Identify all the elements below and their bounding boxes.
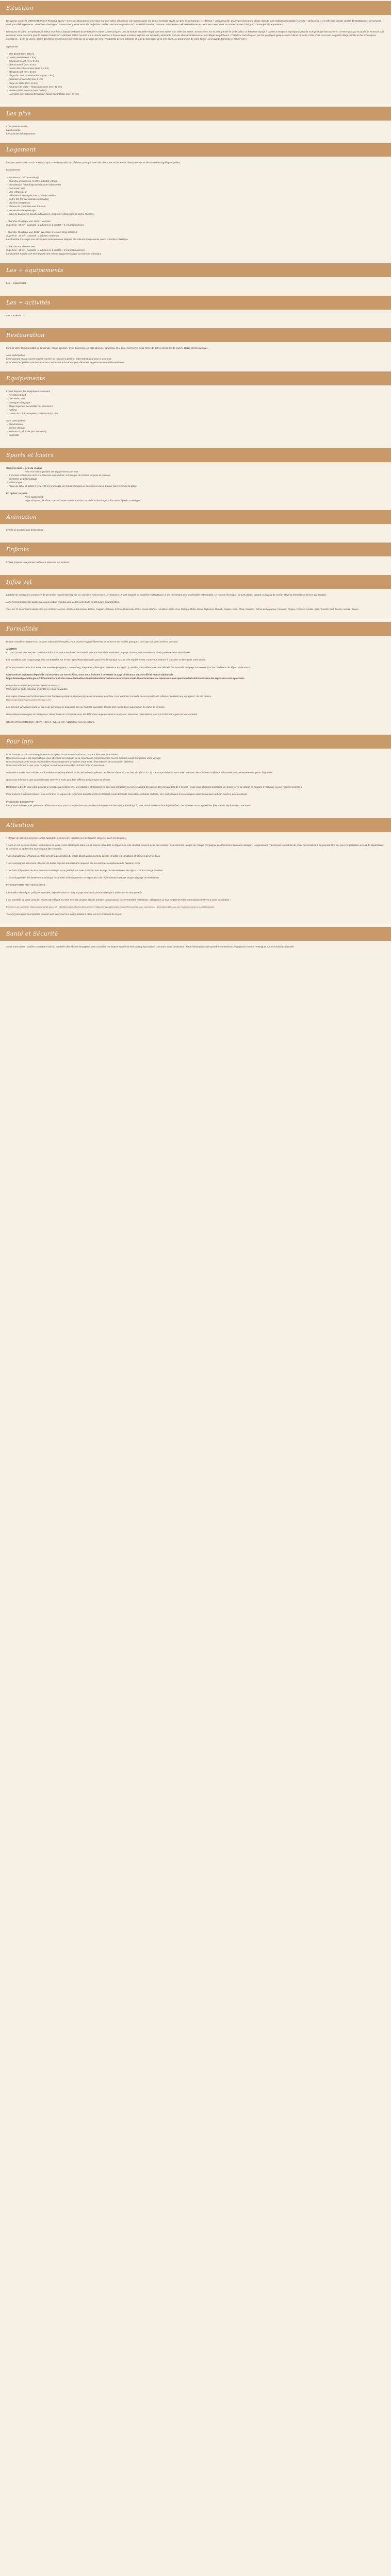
paragraph: * Les changements d'horaires se font lors de la proposition du vol de départ au moment du départ, et selon les conditions et horaires des vols fixés. xyxy=(6,855,161,858)
paragraph: Les mineurs voyageant seuls ou avec une personne ne disposant pas de l'autorité parentale doivent être munis d'une autorisation de sortie de territoire. xyxy=(6,706,166,709)
section-header-plus xyxy=(0,107,391,121)
paragraph: La Bulle de Voyage est composée de 19 ancien modèle Boeing 717 ou 4 anciens Airbus A319 1 et Boeing 717 sont équipés de modèles Profan Boyce, il est nécessaire pour confortable et facilitable. Le modèle électrique, de 125 places, garanti un niveau de confort élevé (2 fauteuils seulement par rangée). xyxy=(6,593,327,596)
section-formalites xyxy=(0,636,391,735)
section-animation xyxy=(0,524,391,543)
list-item: - Star Beach (env. 800 m) xyxy=(7,52,385,56)
list-item: - Plage de Stalis (env. 10 km) xyxy=(7,81,385,85)
paragraph: Voici les 74 destinations desservies par Volotea: Ajaccio, Athènes, Barcelone, Bilbao, Cagliari, Catania, Corfou, Dubrovnik, Paris, Greek Islands, Héraklion, Ibiza, Kos, Malaga, Malte, Milan, Mykonos, Munich, Naples, Nice, Olbia, Palermo, Palma de Majorque, Paronas, Prague, Rhodes, Sevilla, Split, Tenerife Sud, Trieste, Venise, Zante... xyxy=(6,607,360,611)
paragraph: Le restaurant snack, ouvert toute la journée au bord de la piscine, est l'endroit idéal pour le déjeuner. xyxy=(6,358,112,361)
room-line: La Chambre Classique vue Jardin avec bain à remous dispose des mêmes équipements que la Chambre Classique. xyxy=(6,238,128,241)
list-item: - Coffre-fort (format ordinateur portable) xyxy=(7,197,385,201)
section-title: Attention xyxy=(6,821,34,828)
paragraph: Avec l'incorporation des quatre nouveaux Airbus, Volotea aura des les vols flotte de 23 avions courant 2016. xyxy=(6,600,120,603)
section-enfants xyxy=(0,556,391,575)
list-item: - Cartes de crédit acceptées : Mastercard & Visa xyxy=(7,412,385,415)
paragraph: Ressortissants français (adultes, bébés et enfants) : xyxy=(6,684,61,687)
paragraph: Equipements : xyxy=(6,168,22,172)
list-item: - Machine à Expresso xyxy=(7,201,385,205)
paragraph: Les photos utilisées pour présenter l'hôtel peuvent ne pas correspondre aux chambres réservées. Le descriptif a été rédigé à partir des documents fournis par l'hôtel ; des différences sont possibles (décoration, équipements, services). xyxy=(6,804,251,807)
paragraph: * Mesure de sécurité aérienne sur les bagages: mesures de restriction sur les liquides contenus dans les bagages. xyxy=(6,836,126,839)
section-header-infos-vol xyxy=(0,575,391,589)
room-line: La Chambre Famille vue Mer dispose des mêmes équipements que la Chambre Classique. xyxy=(6,252,102,256)
text-line: L'hospitalité crétoise xyxy=(6,125,28,128)
section-header-formalites xyxy=(0,622,391,636)
list-item: - Musée Palais Knossos (env. 20 km) xyxy=(7,89,385,92)
text-line: La nouveauté xyxy=(6,129,21,132)
list-item: - Stalida Beach (env. 3 km) xyxy=(7,70,385,74)
list-item: - Étage supérieur accessible par ascenseur xyxy=(7,404,385,408)
paragraph: Les + équipements xyxy=(6,281,26,284)
section-restauration xyxy=(0,342,391,371)
list-item: - Serviettes de piscine/plage xyxy=(7,477,385,481)
section-title: Formalités xyxy=(6,625,38,633)
section-header-activites-plus xyxy=(0,296,391,310)
link-text[interactable]: Ministère de la Santé: https://www.sante.gouv.fr/ - Ministère des Affaires Etrangères : https://www.diplomatie.gouv.fr/fr/conseils-aux-voyageurs/ - Direction générale de l'aviation civile et des transports. xyxy=(6,905,215,908)
room-line: - Chambre Classique vue Jardin avec bain à remous privé extérieur xyxy=(6,230,77,233)
paragraph: * L'homologation et le classement touristique des modes d'hébergement correspondent à la réglementation ou aux usages du pays de destination. xyxy=(6,876,160,879)
paragraph: Pour anciens à mobilité réduite : suite à l'entrée en vigueur du règlement européen (CE) 1107/2006, toute demande d'assistance (chaise roulante, etc.) doit parvenir à la compagnie aérienne au plus tard 48h avant le date de départ. xyxy=(6,793,248,796)
section-equipements xyxy=(0,385,391,448)
list-item: - Superette xyxy=(7,433,385,437)
included-list xyxy=(6,473,385,488)
list-item: - Climatisation / chauffage (commande individuelle) xyxy=(7,183,385,187)
list-item: - Aquarium Aquaworld (env. 2 km) xyxy=(7,77,385,81)
section-title: Les + équipements xyxy=(6,266,63,274)
paragraph: Pour vos loisirs, profitez des équipements suivants : xyxy=(25,470,79,473)
paragraph: L'hôtel propose une piscine extérieure réservée aux enfants. xyxy=(6,561,70,564)
section-title: Equipements xyxy=(6,375,45,382)
paragraph: Ressortissants étrangers et binationaux: doivent être en conformité avec les différentes réglementations en vigueur, selon leur nationalité et devront s'informer auprès de leur consulat. xyxy=(6,713,198,716)
link-text[interactable]: Diplomatie(https://www.diplomatie.gouv.fr/). xyxy=(6,699,52,702)
list-item: - Aquarium de Crète - Thalassocosmos (env. 12 km) xyxy=(7,85,385,89)
paragraph: * Les compagnies aériennes utilisées ont toutes reçu les autorisations requises par les autorités compétentes de l'aviation civile. xyxy=(6,862,141,865)
paragraph: Bienvenue au KING MINOS RETREAT Resort & Spa 5* ! Ce resort étonnamment se situe sur une colline offrant une vue spectaculaire sur la mer Crétoise et allie un style contemporain, le « Resort » vous accueille, pour votre plus grand plaisir, dans la pure tradition d'hospitalité crétoise « philoxenia » et il offre une grande variété d'installations et de services ainsi que d'hébergements : chambres classiques, suites et bungalows entourés de jardins. Profitez de tous les plaisirs de l'hospitalité crétoise, savourez des saveurs méditerranéennes et découvrez avec vous sur le mer et vivez l'été grec comme jamais auparavant. xyxy=(6,20,381,26)
section-plus xyxy=(0,121,391,143)
paragraph: Lors de votre séjour, profitez de la formule «Demi-pension» (hors boissons). Le petit-déjeuner américain et le dîner sont servis sous forme de buffet composés de cuisine locale et internationale. xyxy=(6,346,209,349)
paragraph: Les règles relatives au fonctionnement des frontières propres à chaque pays étant amenées à évoluer, il est vivement conseillé de se reporter à la rubrique "conseils aux voyageurs" du site France xyxy=(6,695,211,698)
list-item: - Plateau de courtoisie avec thé/café xyxy=(7,205,385,208)
section-title: Animation xyxy=(6,513,37,520)
section-header-pour-info xyxy=(0,735,391,749)
section-title: Restauration xyxy=(6,331,45,338)
paragraph: Réattention au vol avec escale : conformément aux dispositions de la Directive européenne des heures d'attente pour l'escale (de 1h à 4 h). Ce temps d'attente entre vols dure avec les vols. Les conditions et horaires vont nécessairement pour chaque vol. xyxy=(6,771,273,774)
paragraph: L'hôtel dispose des équipements suivants : xyxy=(6,390,52,393)
section-title: Infos vol xyxy=(6,578,32,585)
section-header-equipements xyxy=(0,371,391,385)
room-line: Superficie : 25 m² - Capacité : 2 adultes maximum xyxy=(6,234,59,238)
room-line: Superficie : 38 m² - Capacité : 4 adultes ou 2 adultes + 2 enfants maximum xyxy=(6,249,85,252)
paragraph: Pour les ressortissants d'un autre Etat membre (Belgique, Luxembourg, Pays-Bas, Allemagne, Suisse ou Espagne...), veuillez vous référer aux sites officiels des autorités des pays concernés pour les conditions de départ et de retour. xyxy=(6,666,251,669)
paragraph: Espace Spa et bien-être : sauna, bassin intérieur, soins corporels et de visage, soins mains / pieds, massages. xyxy=(25,499,141,502)
list-item: - Salle de bains avec douche à l'italienne, peignoir et chaussons et sèche-cheveux. xyxy=(7,212,385,216)
paragraph: Les modalités pour chaque pays sont consultables sur le site https://www.diplomatie.gouv.fr/ (à la rubrique Accueil très régulièrement, nous vous invitons à consulter ce lien avant votre départ. xyxy=(6,658,206,662)
list-item: - Blanchisserie xyxy=(7,422,385,426)
list-item: - Plage de sable et galets à (env. 100 m) aménagée de chaises longues et parasols à vous à trouver pour rejoindre la plage xyxy=(7,484,385,488)
section-header-restauration xyxy=(0,328,391,342)
section-title: Santé et Sécurité xyxy=(6,930,58,937)
paragraph: Dans tous les cas, il est impératif que vous attendiez la réception de la convocation comprenant les heures définitifs avant d'organiser votre voyage. xyxy=(6,756,161,759)
list-item: - Service d'étage xyxy=(7,426,385,430)
section-title: Situation xyxy=(6,4,34,11)
nearby-list xyxy=(6,52,385,96)
list-item: - Connexion Wifi xyxy=(7,397,385,400)
section-activites-plus xyxy=(0,310,391,328)
paragraph: Pour varier les plaisirs ! rendez-vous au « restaurant à la carte » pour découvrir la gastronomie méditerranéenne. xyxy=(6,361,125,364)
list-item: - Consigne à bagages xyxy=(7,401,385,404)
paragraph: Nous vous informons que vous hébergez l'arrivée à Paris peut être différent de l'aéroport de départ. xyxy=(6,778,111,782)
paragraph: Nous ne pouvons être tenus responsables d'un changement d'horaires entre votre réservation et la convocation définitive. xyxy=(6,760,134,763)
paragraph: Avec supplément : xyxy=(25,496,44,499)
paragraph: Pour honorer du vol communiquée seront réception de votre convocation ou passeur libre quel titre individ. xyxy=(6,753,118,756)
hotel-equipment-list xyxy=(6,393,385,415)
paragraph: Avec participation : xyxy=(6,419,26,422)
paragraph: Restitution à bord : pour votre garantir un voyage au meilleur prix, les collations et boissons ne sont pas comprises au service à bord des avions des vols au-delà de 4 heures ; nous vous offrons la possibilité de choisir le vol de départ en suivant, à l'initiative ou aux horaires proposés. xyxy=(6,786,303,789)
paragraph: PRÉCISION DESCRIPTIF xyxy=(6,800,34,803)
paragraph: A proximité : xyxy=(6,45,20,48)
list-item: - Dropanos Beach (env. 1 km) xyxy=(7,59,385,63)
subheading: Compris dans le prix du voyage xyxy=(6,466,42,469)
list-item: - Terrasse ou balcon aménagé xyxy=(7,176,385,179)
section-logement xyxy=(0,157,391,263)
section-title: Pour info xyxy=(6,738,34,745)
paragraph: Le KING MINOS RETREAT Resort & Spa 5* est composé d'un bâtiment principal avec des chambres et des suites classiques le tout bien doté de magnifiques jardins. xyxy=(6,161,181,164)
section-attention xyxy=(0,832,391,927)
paragraph: Découvrez la Crète, le mythique joli Dieux et précieux joyaux mythique d'une histoire et d'une culture uniques, dont la beauté naturelle est parfaitement reçue pour celle des autres. Entreprenez, sur la plus grande île de la Crète, un fabuleux voyage à travers le temps et imprégnez-vous de sa mythologie fascinante en commençant par le palais de Knossos puis continuez votre aventure pour le musée d'Héraklion. Habitués fidèles ouvrent sur le monde antique, il devient vous emmène explorer sur la Canée, admirable port aux allures vénitiennes et les villages de pêcheurs. C'est donc l'archéo-grec, par les paysages typiques de la culture de notre Crète, c'est vous avez de petits villages isolés et des montagnes escarpées... Celle de divine, dérive des Dieux avant nous émerveille par sa douceur de vivre, l'hospitalité de ses habitants et la beau splendeur de la mer Égée. Au programme de votre séjour : découverte, farniente et art de vivre ! xyxy=(6,30,384,41)
paragraph: Coronavirus! Important depuis de Coronavirus sur votre séjour, nous vous invitons à consulter la page ci-dessous du site officiel France Diplomatie : xyxy=(6,673,175,676)
paragraph: Bonne nouvelle ! Compte tenu de votre nationalité française, vous pouvez voyager librement en Grèce et sur les îles grecques, quel que soit votre schéma vaccinal. xyxy=(6,640,178,643)
section-header-equipements-plus xyxy=(0,263,391,277)
link-text[interactable]: https://www.diplomatie.gouv.fr/fr/le-ministere-et-son-reseau/actualites-du-ministere/informations-coronavirus-covid-19/coronavirus-les-reponses-a-vos-questions/article/coronavirus-les-reponses-a-vos-questions xyxy=(6,676,245,680)
paid-equipment-list xyxy=(6,422,385,437)
paragraph: Nous vous informons que, pour ce séjour, le coût sera susceptible de frais l'objet d'une escale. xyxy=(6,764,105,767)
paragraph: Avant votre départ, veuillez consulter le site du ministère des Affaires étrangères pour connaître les risques sanitaires éventuels qui pourraient concerner votre destination : https://www.diplomatie.gouv.fr/fr/conseils-aux-voyageurs/ et vous renseigner sur les formalités d'entrée. xyxy=(6,945,295,948)
paragraph: * Dans le cas des vols charter, les horaires de vous y sont déterminés dans les 48 heures précédant le départ. Les vols charters peuvent avoir des escales. Il est dans les usages de chaque compagnie de déterminer d'un autre aéroport. L'organisation n'aurait pas la maîtrise du choix des horaires. Il se pourrait être lieu pour l'organisation en cas de départ tardif, la première ou la dernière journée peut être écourtée. xyxy=(6,843,384,850)
paragraph: Passeport ou carte nationale d'identité en cours de validité. xyxy=(6,687,69,690)
section-title: Les plus xyxy=(6,110,31,117)
paragraph: Avec participation : xyxy=(6,353,26,357)
list-item: - Cherro Beach (env. 5 km) xyxy=(7,63,385,66)
paragraph: * Les frais obligatoires de visa, de carte touristique et en général, les taxes d'entrée dans le pays de destination et de séjour sont à la charge du client. xyxy=(6,869,164,872)
list-item: - L'aéroport international d'Héraklion Nikos Kazantzakis (env. 24 km). xyxy=(7,92,385,96)
list-item: - Plage de Limenas Hersonissou (env. 3 km) xyxy=(7,74,385,77)
paragraph: Les + activités xyxy=(6,314,22,317)
list-item: - 2 piscines extérieures dont une réservée aux adultes, entourages de chaises longues et parasols xyxy=(7,473,385,477)
section-infos-vol xyxy=(0,589,391,622)
list-item: - Centre-ville Chersonisos (env. 2,5 km) xyxy=(7,66,385,70)
text-line: Le choix des hébergements xyxy=(6,132,36,135)
paragraph: Toute(s) passagers susceptibles pourrait avoir un impact sur nos prestations et/ou sur les conditions de séjour. xyxy=(6,912,122,916)
section-title: Les + activités xyxy=(6,299,51,306)
section-header-attention xyxy=(0,818,391,832)
equipment-list xyxy=(6,176,385,216)
section-title: Sports et loisirs xyxy=(6,451,54,459)
paragraph: En cas d'un vol avec escale, nous vous informons que vous devrez être conformes aux formalités sanitaires du pays où se trouve votre escale ainsi que votre destination finale. xyxy=(6,651,191,654)
list-item: - Connexion Wifi xyxy=(7,187,385,190)
section-header-situation xyxy=(0,1,391,15)
section-sante xyxy=(0,941,391,959)
section-equipements-plus xyxy=(0,277,391,296)
list-item: - Réception 24/24 xyxy=(7,393,385,397)
list-item: - Assistance médicale (sur demande) xyxy=(7,430,385,433)
room-line: - Chambre Famille vue Mer xyxy=(6,245,35,248)
section-header-sports xyxy=(0,448,391,462)
list-item: - Mini-réfrigérateur xyxy=(7,190,385,194)
list-item: - Golden Beach (env. 1 km) xyxy=(7,56,385,59)
paragraph: Il est conseillé de vous consulter avant votre départ les sites Internet suivants afin de prendre connaissance des éventuelles restrictions, obligations ou tout simplement des informations relatives à votre destination : xyxy=(6,898,231,901)
list-item: - Nécessaire de repassage xyxy=(7,209,385,212)
room-line: - Chambre Classique vue Jardin / vue Mer xyxy=(6,219,51,223)
section-header-animation xyxy=(0,510,391,524)
section-header-enfants xyxy=(0,543,391,556)
room-line: Superficie : 28 m² - Capacité : 2 adultes ou 2 adultes + 1 enfant maximum. xyxy=(6,223,85,226)
section-header-sante xyxy=(0,927,391,941)
section-sports xyxy=(0,462,391,510)
section-title: Enfants xyxy=(6,546,29,553)
section-header-logement xyxy=(0,143,391,157)
list-item: - Salle de sport xyxy=(7,481,385,484)
paragraph: L'hôtel ne propose pas d'animation. xyxy=(6,528,44,531)
subheading: INFORMATIONS AUX VOYAGEURS : xyxy=(6,884,46,887)
section-pour-info xyxy=(0,749,391,818)
paragraph: A NOTER xyxy=(6,648,17,651)
paragraph: COURANT ÉLECTRIQUE : 230 V et 50 Hz. Type C et F. Adaptateur non nécessaire. xyxy=(6,720,95,723)
list-item: - Parking xyxy=(7,408,385,412)
section-situation xyxy=(0,15,391,107)
list-item: - Télévision à écran plat avec chaînes satellite xyxy=(7,194,385,197)
list-item: - Chambre insonorisée, fenêtre à double vitrage xyxy=(7,179,385,183)
section-title: Logement xyxy=(6,146,36,154)
subheading: En option: payante xyxy=(6,492,28,495)
paragraph: La situation climatique, politique, sanitaire, réglementaire de chaque pays du monde pouvant changer rapidement et sans préavis. xyxy=(6,891,143,894)
